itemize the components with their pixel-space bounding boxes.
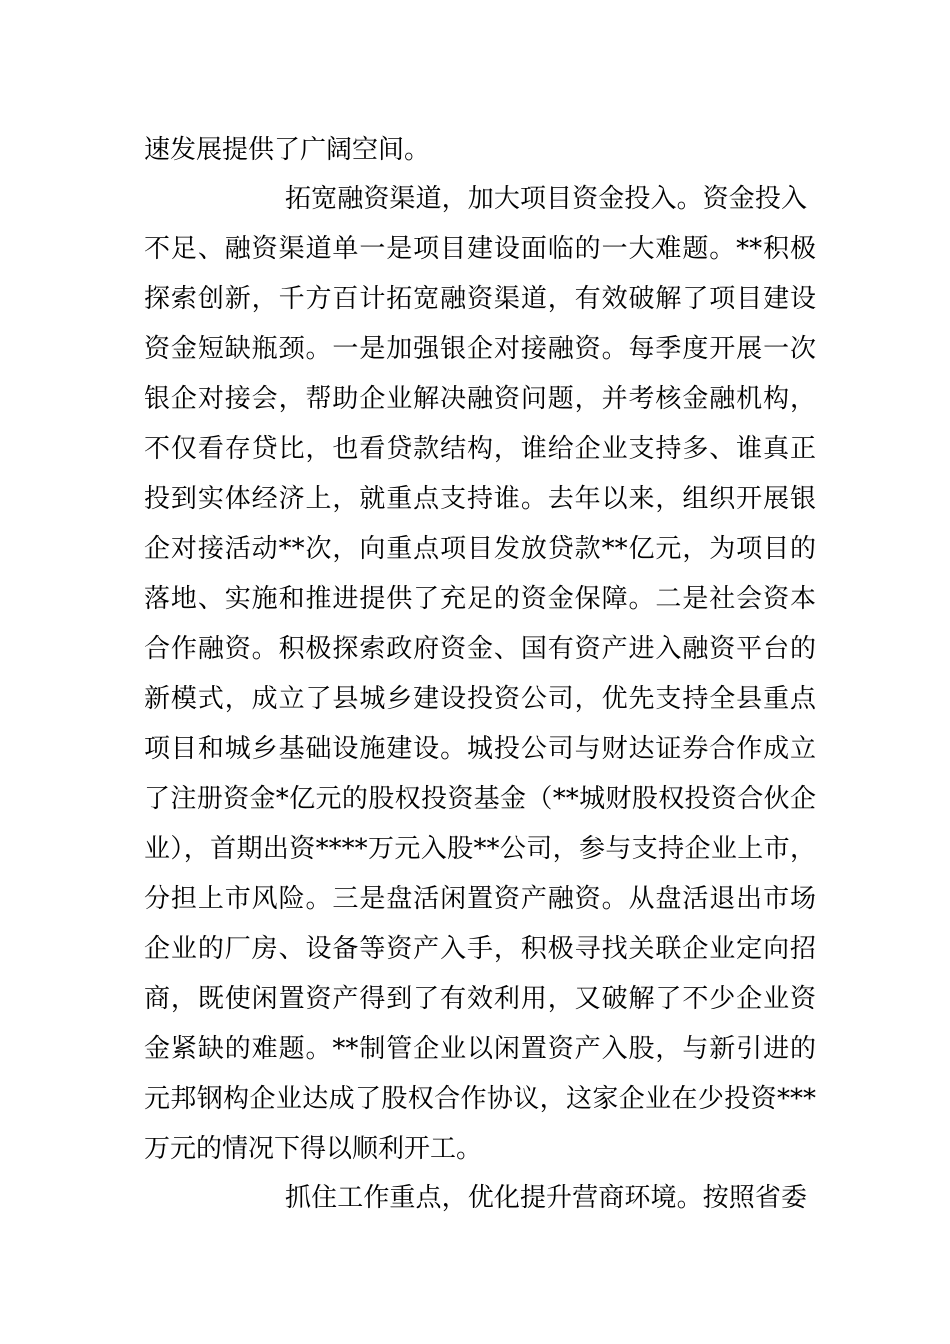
text-line: 业），首期出资****万元入股**公司，参与支持企业上市，	[144, 834, 816, 864]
text-line: 新模式，成立了县城乡建设投资公司，优先支持全县重点	[144, 684, 816, 714]
paragraph-heading-line: 抓住工作重点，优化提升营商环境。按照省委	[285, 1183, 807, 1213]
text-line: 了注册资金*亿元的股权投资基金（**城财股权投资合伙企	[144, 784, 816, 814]
paragraph-heading-line: 拓宽融资渠道，加大项目资金投入。资金投入	[285, 184, 807, 214]
text-line: 金紧缺的难题。**制管企业以闲置资产入股，与新引进的	[144, 1034, 816, 1064]
text-line: 落地、实施和推进提供了充足的资金保障。二是社会资本	[144, 584, 816, 614]
text-line: 企对接活动**次，向重点项目发放贷款**亿元，为项目的	[144, 534, 816, 564]
text-line: 企业的厂房、设备等资产入手，积极寻找关联企业定向招	[144, 934, 816, 964]
text-line: 探索创新，千方百计拓宽融资渠道，有效破解了项目建设	[144, 284, 816, 314]
text-line: 投到实体经济上，就重点支持谁。去年以来，组织开展银	[144, 484, 816, 514]
text-line: 不仅看存贷比，也看贷款结构，谁给企业支持多、谁真正	[144, 434, 816, 464]
text-line: 分担上市风险。三是盘活闲置资产融资。从盘活退出市场	[144, 884, 816, 914]
text-line: 万元的情况下得以顺利开工。	[144, 1134, 483, 1164]
text-line: 速发展提供了广阔空间。	[144, 135, 431, 165]
text-line: 商，既使闲置资产得到了有效利用，又破解了不少企业资	[144, 984, 816, 1014]
text-line: 银企对接会，帮助企业解决融资问题，并考核金融机构，	[144, 384, 816, 414]
text-line: 元邦钢构企业达成了股权合作协议，这家企业在少投资***	[144, 1084, 816, 1114]
text-line: 项目和城乡基础设施建设。城投公司与财达证券合作成立	[144, 734, 816, 764]
text-line: 资金短缺瓶颈。一是加强银企对接融资。每季度开展一次	[144, 334, 816, 364]
text-line: 合作融资。积极探索政府资金、国有资产进入融资平台的	[144, 634, 816, 664]
text-line: 不足、融资渠道单一是项目建设面临的一大难题。**积极	[144, 234, 816, 264]
